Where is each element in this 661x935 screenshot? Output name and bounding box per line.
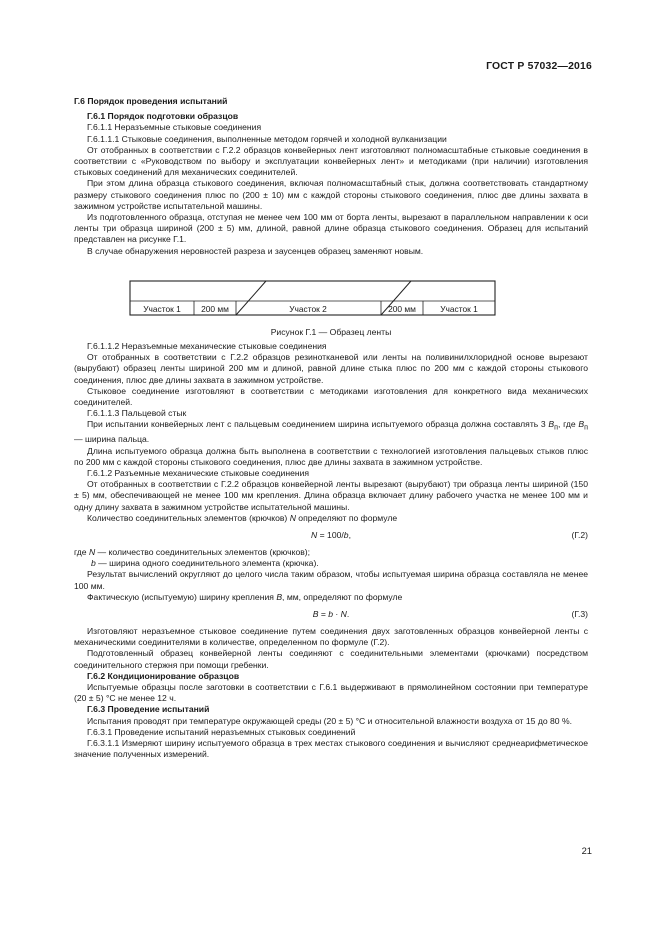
paragraph: В случае обнаружения неровностей разреза и заусенцев образец заменяют новым. (87, 245, 424, 256)
paragraph: Испытуемые образцы после заготовки в соответствии с Г.6.1 выдерживают в прямолинейном состоянии при температуре (20 ± 5) °С не менее 12 ч. (74, 682, 588, 704)
segment-label: Участок 2 (289, 303, 327, 314)
clause-g6111: Г.6.1.1.1 Стыковые соединения, выполненные методом горячей и холодной вулканизации (87, 133, 447, 144)
paragraph: При испытании конвейерных лент с пальцевым соединением ширина испытуемого образца должна составлять 3 $B_п$, где $B_п$ — ширина пальца. (74, 419, 588, 445)
paragraph: Фактическую (испытуемую) ширину крепления B, мм, определяют по формуле (87, 591, 403, 602)
clause-g612: Г.6.1.2 Разъемные механические стыковые соединения (87, 468, 310, 478)
section-title-g61: Г.6.1 Порядок подготовки образцов (87, 111, 239, 122)
section-title-g62: Г.6.2 Кондиционирование образцов (87, 670, 240, 681)
paragraph: Испытания проводят при температуре окружающей среды (20 ± 5) °С и относительной влажности воздуха от 15 до 80 %. (87, 715, 572, 726)
document-body (74, 96, 588, 760)
formula-number: (Г.2) (571, 530, 588, 541)
segment-label: Участок 1 (440, 303, 478, 314)
section-title-g63: Г.6.3 Проведение испытаний (87, 704, 210, 715)
clause-g6112: Г.6.1.1.2 Неразъемные механические стыковые соединения (87, 341, 327, 352)
clause-g631: Г.6.3.1 Проведение испытаний неразъемных стыковых соединений (87, 726, 356, 737)
standard-header: ГОСТ Р 57032—2016 (486, 61, 592, 72)
page-number: 21 (581, 845, 592, 856)
paragraph: Длина испытуемого образца должна быть выполнена в соответствии с технологией изготовления пальцевых стыков плюс по 200 мм с каждой стороны стыкового соединения, плюс две длины захвата в зажимном устройстве. (74, 445, 588, 467)
belt-sample-diagram (74, 269, 588, 325)
where-line: где N — количество соединительных элементов (крючков); (74, 547, 311, 558)
paragraph: Г.6.3.1.1 Измеряют ширину испытуемого образца в трех местах стыкового соединения и вычисляют среднеарифметическое значение полученных измерений. (74, 738, 588, 760)
paragraph: От отобранных в соответствии с Г.2.2 образцов конвейерных лент изготовляют полномасштабные стыковые соединения в соответствии с «Руководством по выбору и эксплуатации конвейерных лент» и методиками (при наличии) изготовления стыковых соединений для механических соединителей. (74, 144, 588, 178)
section-title-g6: Г.6 Порядок проведения испытаний (74, 96, 228, 106)
clause-g6113: Г.6.1.1.3 Пальцевой стык (87, 408, 187, 419)
clause-g611: Г.6.1.1 Неразъемные стыковые соединения (87, 122, 262, 133)
segment-label: 200 мм (201, 303, 229, 314)
paragraph: От отобранных в соответствии с Г.2.2 образцов конвейерной ленты вырезают (вырубают) три образца ленты шириной (150 ± 5) мм, обеспечивающей не менее 100 мм крепления. Длина образца включает длину рабочего участка не менее 100 мм и одну длину захвата в зажимном устройстве испытательной машины. (74, 479, 588, 512)
paragraph: Количество соединительных элементов (крючков) N определяют по формуле (87, 512, 398, 523)
paragraph: От отобранных в соответствии с Г.2.2 образцов резинотканевой или ленты на поливинилхлоридной основе вырезают (вырубают) образец ленты шириной 200 мм и длиной, равной длине стыка плюс по 200 мм с каждой стороны стыкового соединения, плюс две длины захвата в зажимном устройстве. (74, 352, 588, 385)
paragraph: Результат вычислений округляют до целого числа таким образом, чтобы испытуемая ширина образца составляла не менее 100 мм. (74, 569, 588, 591)
paragraph: Из подготовленного образца, отступая не менее чем 100 мм от борта ленты, вырезают в параллельном направлении к оси ленты три образца шириной (200 ± 5) мм, длиной, равной длине образца стыкового соединения. Образец для испытаний представлен на рисунке Г.1. (74, 212, 588, 245)
figure-belt-sample (74, 269, 588, 325)
where-line: b — ширина одного соединительного элемента (крючка). (91, 558, 319, 569)
figure-caption: Рисунок Г.1 — Образец ленты (270, 326, 392, 337)
segment-label: 200 мм (388, 303, 416, 314)
formula-g2: N = 100/b, (Г.2) (311, 530, 588, 541)
formula-number: (Г.3) (571, 609, 588, 620)
formula-g3: B = b · N. (Г.3) (312, 609, 588, 620)
paragraph: Подготовленный образец конвейерной ленты соединяют с соединительными элементами (крючками) посредством соединительного стержня при помощи гребенки. (74, 648, 588, 670)
paragraph: Изготовляют неразъемное стыковое соединение путем соединения двух заготовленных образцов конвейерной ленты с механическими соединителями в количестве, определенном по формуле (Г.2). (74, 626, 588, 648)
joint-line-left (236, 281, 266, 315)
segment-label: Участок 1 (143, 303, 181, 314)
paragraph: При этом длина образца стыкового соединения, включая полномасштабный стык, должна соответствовать стандартному размеру стыкового соединения плюс по (200 ± 10) мм с каждой стороны стыкового соединения, плюс две длины захвата в зажимном устройстве испытательной машины. (74, 178, 588, 211)
paragraph: Стыковое соединение изготовляют в соответствии с методиками изготовления для конкретного вида механических соединителей. (74, 385, 588, 408)
